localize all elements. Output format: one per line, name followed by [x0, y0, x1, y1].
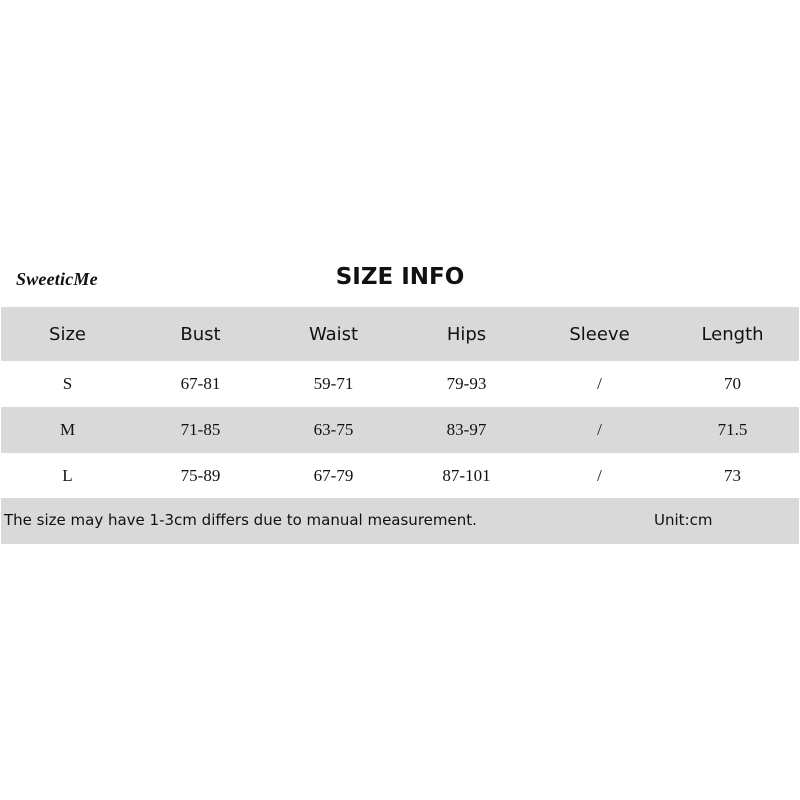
table-row [1, 407, 799, 453]
table-header-row [1, 307, 799, 361]
table-cell: / [597, 466, 602, 485]
column-header-length: Length [701, 323, 764, 345]
column-header-size: Size [49, 323, 86, 345]
table-cell: 79-93 [446, 374, 487, 393]
table-cell: M [59, 420, 76, 439]
table-cell: S [62, 374, 73, 393]
brand-logo: SweeticMe [16, 269, 98, 289]
table-cell: 63-75 [313, 420, 354, 439]
table-cell: 70 [724, 374, 741, 393]
column-header-sleeve: Sleeve [569, 323, 630, 345]
column-header-bust: Bust [180, 323, 221, 345]
page-title: SIZE INFO [335, 264, 465, 290]
table-cell: 71-85 [180, 420, 221, 439]
table-cell: 75-89 [180, 466, 221, 485]
table-cell: L [62, 466, 73, 485]
table-row [1, 361, 799, 407]
size-table [1, 307, 799, 499]
column-header-hips: Hips [446, 323, 487, 345]
table-cell: 67-79 [313, 466, 354, 485]
table-cell: 83-97 [446, 420, 487, 439]
measurement-note-bar [1, 498, 799, 544]
column-header-waist: Waist [308, 323, 359, 345]
table-row [1, 453, 799, 499]
table-cell: 73 [724, 466, 741, 485]
table-cell: / [597, 420, 602, 439]
table-cell: / [597, 374, 602, 393]
table-cell: 67-81 [180, 374, 221, 393]
table-cell: 71.5 [717, 420, 748, 439]
table-cell: 59-71 [313, 374, 354, 393]
measurement-note: The size may have 1-3cm differs due to manual measurement. [4, 511, 477, 529]
unit-label: Unit:cm [654, 511, 713, 529]
table-cell: 87-101 [442, 466, 491, 485]
